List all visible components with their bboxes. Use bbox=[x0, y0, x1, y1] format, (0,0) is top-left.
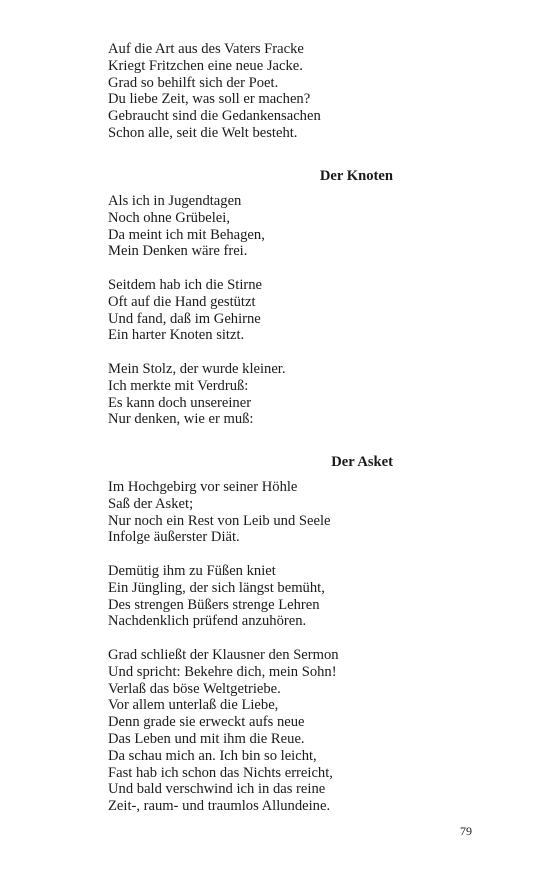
verse-line: Grad so behilft sich der Poet. bbox=[108, 74, 279, 91]
poem-stanza bbox=[108, 647, 448, 815]
verse-line: Seitdem hab ich die Stirne bbox=[108, 277, 263, 293]
poem-stanza bbox=[108, 277, 448, 344]
verse-line: Ein Jüngling, der sich längst bemüht, bbox=[108, 579, 325, 596]
verse-line: Und fand, daß im Gehirne bbox=[108, 310, 261, 327]
verse-line: Mein Denken wäre frei. bbox=[108, 243, 248, 260]
verse-line: Ich merkte mit Verdruß: bbox=[108, 377, 249, 394]
poem-title: Der Asket bbox=[331, 454, 393, 470]
verse-line: Grad schließt der Klausner den Sermon bbox=[108, 647, 339, 663]
poem-title: Der Knoten bbox=[319, 168, 393, 184]
verse-line: Auf die Art aus des Vaters Fracke bbox=[108, 41, 304, 57]
verse-line: Noch ohne Grübelei, bbox=[108, 209, 230, 226]
previous-poem-stanza bbox=[108, 41, 448, 142]
verse-line: Als ich in Jugendtagen bbox=[108, 193, 242, 209]
verse-line: Gebraucht sind die Gedankensachen bbox=[108, 108, 321, 125]
verse-line: Da meint ich mit Behagen, bbox=[108, 226, 265, 243]
verse-line: Du liebe Zeit, was soll er machen? bbox=[108, 91, 311, 108]
verse-line: Kriegt Fritzchen eine neue Jacke. bbox=[108, 57, 303, 74]
verse-line: Fast hab ich schon das Nichts erreicht, bbox=[108, 764, 333, 781]
poem-stanza bbox=[108, 563, 448, 630]
verse-line: Schon alle, seit die Welt besteht. bbox=[108, 124, 298, 141]
verse-line: Nur noch ein Rest von Leib und Seele bbox=[108, 512, 331, 529]
verse-line: Verlaß das böse Weltgetriebe. bbox=[108, 680, 281, 697]
verse-line: Saß der Asket; bbox=[108, 495, 194, 512]
verse-line: Oft auf die Hand gestützt bbox=[108, 293, 256, 310]
verse-line: Vor allem unterlaß die Liebe, bbox=[108, 697, 279, 714]
poem-stanza bbox=[108, 193, 448, 260]
verse-line: Da schau mich an. Ich bin so leicht, bbox=[108, 747, 317, 764]
verse-line: Zeit-, raum- und traumlos Allundeine. bbox=[108, 798, 331, 815]
verse-line: Nachdenklich prüfend anzuhören. bbox=[108, 613, 307, 630]
verse-line: Des strengen Büßers strenge Lehren bbox=[108, 596, 320, 613]
page-number: 79 bbox=[460, 824, 472, 838]
verse-line: Nur denken, wie er muß: bbox=[108, 411, 254, 428]
poem-stanza bbox=[108, 361, 448, 428]
verse-line: Mein Stolz, der wurde kleiner. bbox=[108, 361, 286, 377]
verse-line: Es kann doch unsereiner bbox=[108, 394, 252, 411]
verse-line: Und spricht: Bekehre dich, mein Sohn! bbox=[108, 663, 337, 680]
verse-line: Ein harter Knoten sitzt. bbox=[108, 327, 245, 344]
verse-line: Denn grade sie erweckt aufs neue bbox=[108, 714, 305, 731]
verse-line: Im Hochgebirg vor seiner Höhle bbox=[108, 479, 298, 495]
poem-stanza bbox=[108, 479, 448, 546]
verse-line: Infolge äußerster Diät. bbox=[108, 529, 240, 546]
verse-line: Und bald verschwind ich in das reine bbox=[108, 781, 326, 798]
verse-line: Das Leben und mit ihm die Reue. bbox=[108, 730, 305, 747]
verse-line: Demütig ihm zu Füßen kniet bbox=[108, 563, 276, 579]
